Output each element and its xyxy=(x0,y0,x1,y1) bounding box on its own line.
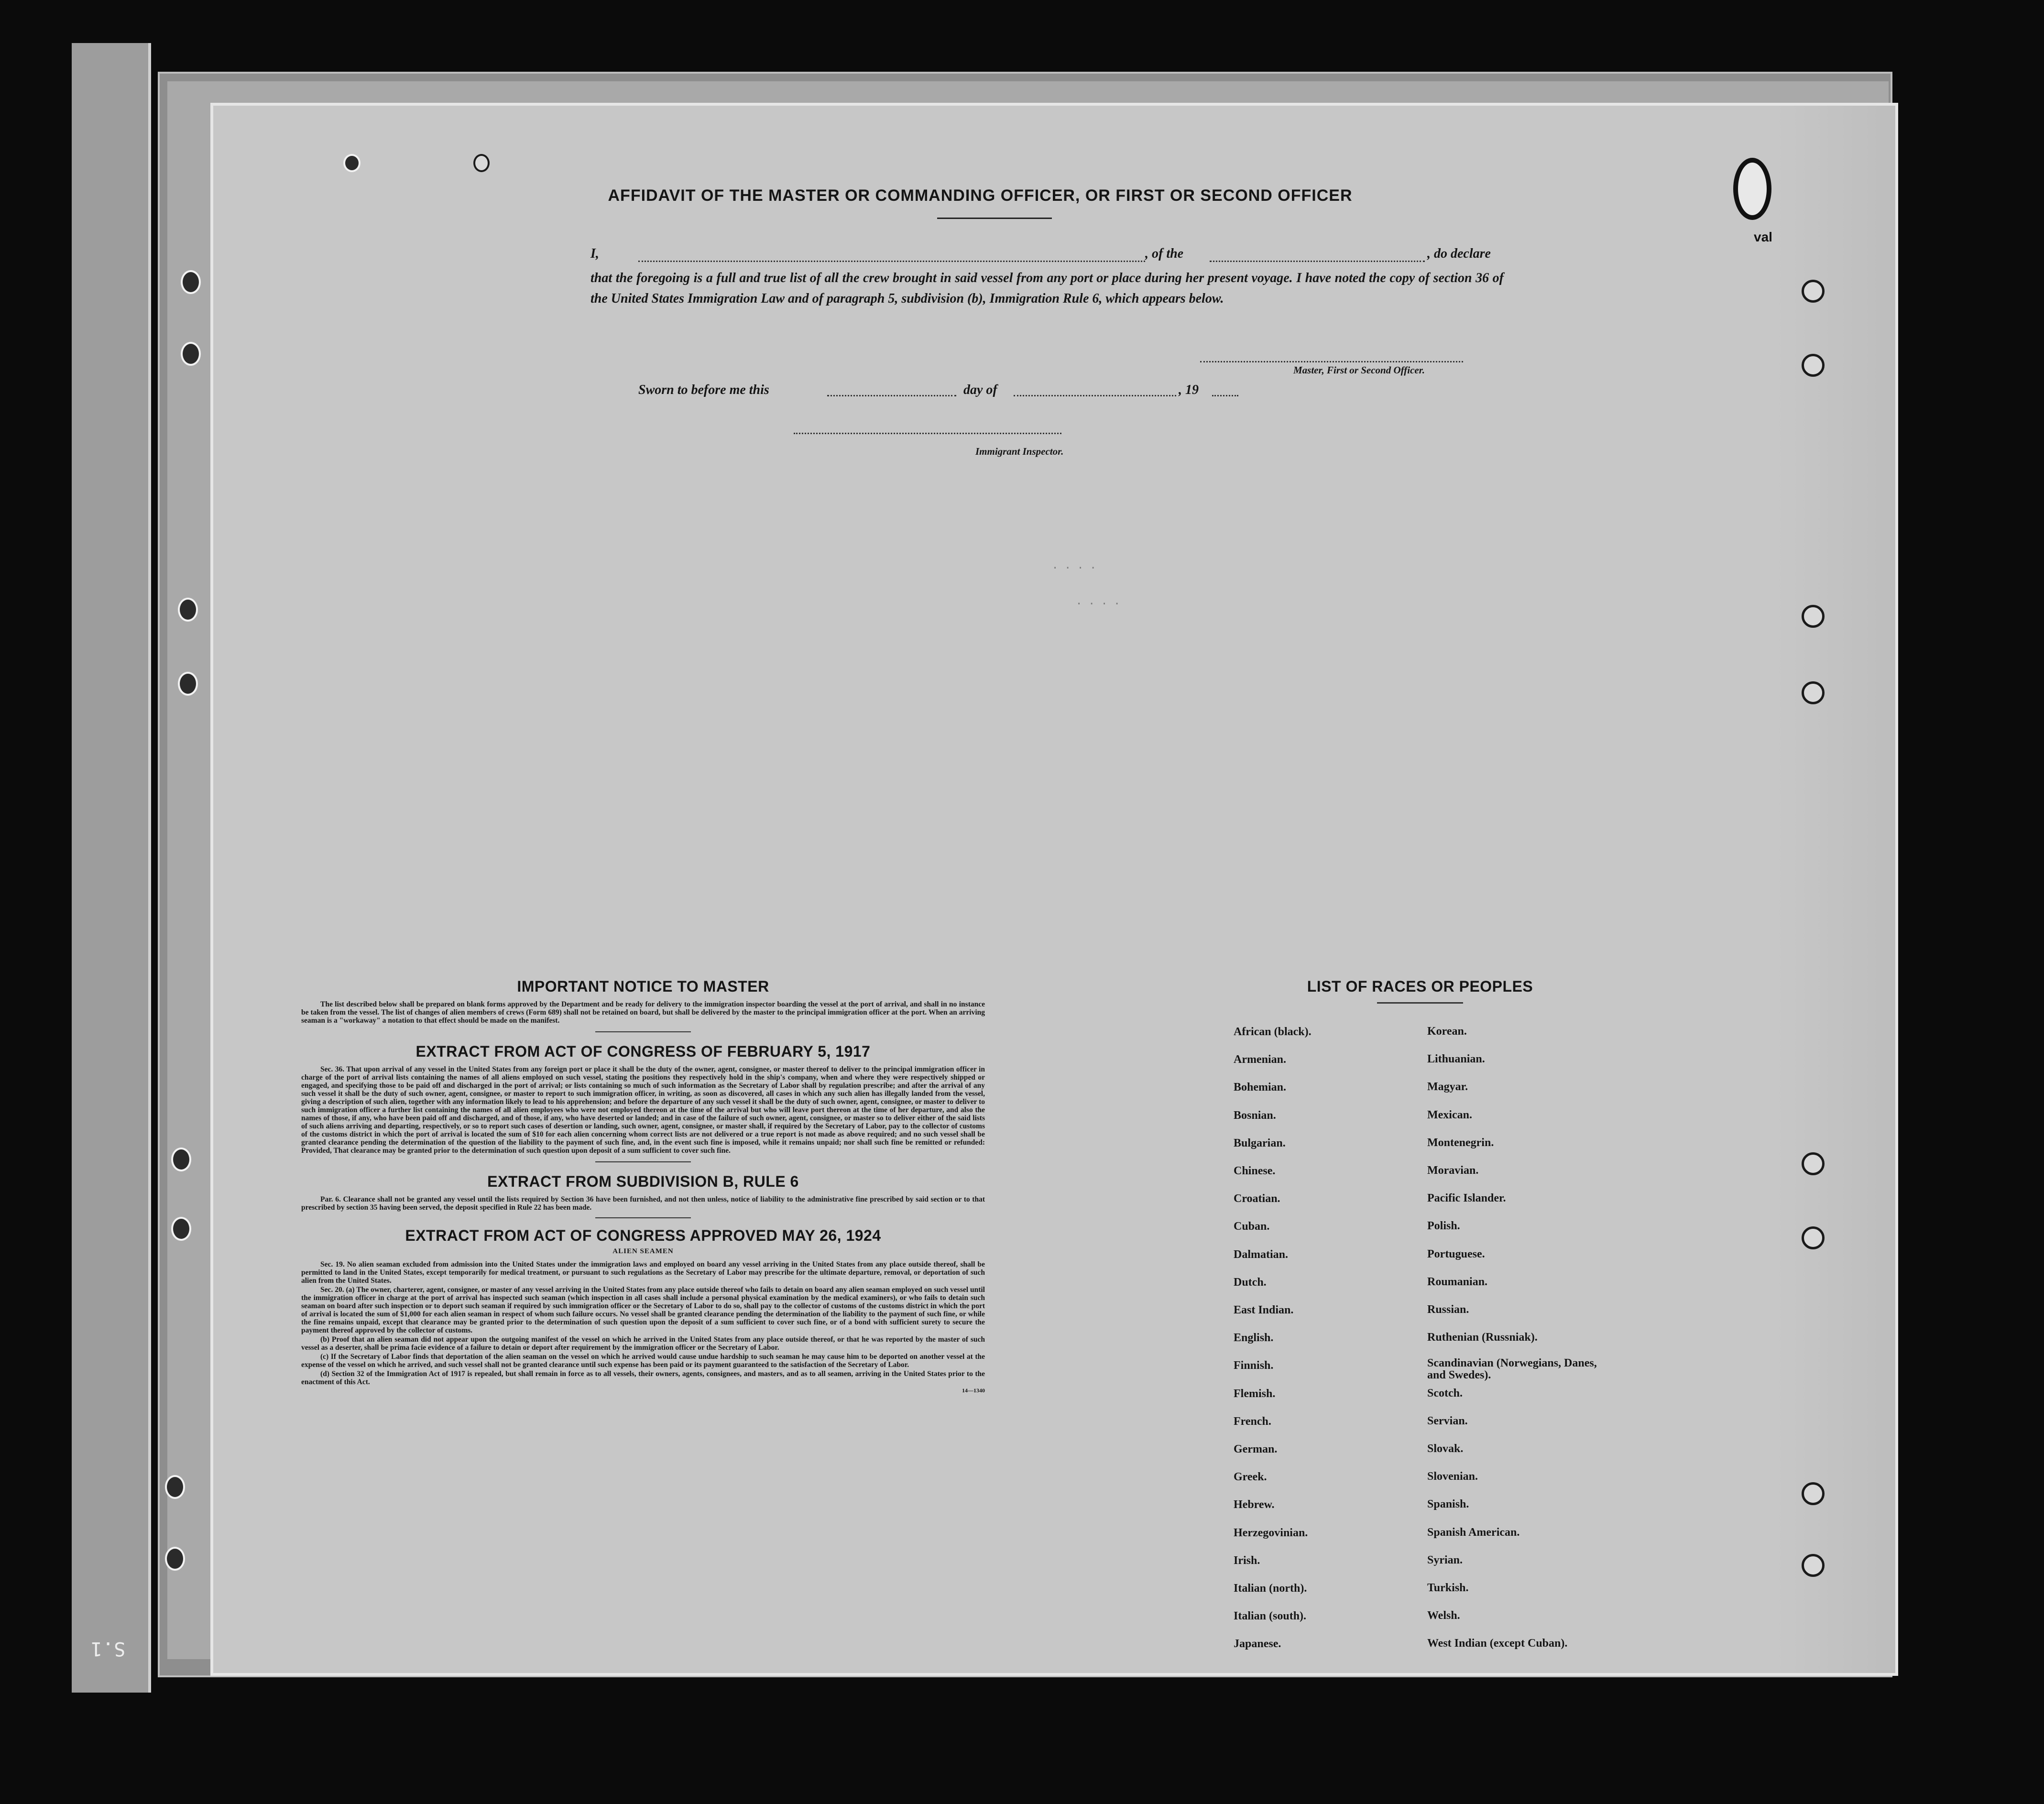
race-name: African (black). xyxy=(1234,1026,1312,1038)
form-sheet xyxy=(210,103,1898,1676)
extract-1924-sec19: Sec. 19. No alien seaman excluded from admission into the United States under the immigration laws and employed on board any vessel arriving in the United States from any place outside thereof, shall be permitted to land in the United States, except temporarily for medical treatment, or pursuant to such regulations as the Secretary of Labor may prescribe for the ultimate departure, removal, or deportation of such alien from the United States. xyxy=(301,1260,985,1285)
name-blank[interactable] xyxy=(638,261,1145,262)
punch-hole-icon xyxy=(165,1547,185,1571)
race-name: Dalmatian. xyxy=(1234,1248,1288,1261)
race-row xyxy=(1234,1332,1626,1359)
race-name: West Indian (except Cuban). xyxy=(1427,1637,1568,1650)
punch-hole-icon xyxy=(178,672,198,696)
race-name: Montenegrin. xyxy=(1427,1137,1494,1149)
race-name: Armenian. xyxy=(1234,1053,1286,1066)
punch-hole-icon xyxy=(171,1217,191,1241)
races-title: LIST OF RACES OR PEOPLES xyxy=(1307,978,1533,995)
punch-hole-icon xyxy=(473,154,490,172)
race-name: Mexican. xyxy=(1427,1109,1472,1121)
race-row xyxy=(1234,1527,1626,1554)
race-name: Chinese. xyxy=(1234,1165,1276,1177)
race-name: Italian (north). xyxy=(1234,1582,1307,1595)
affidavit-body: that the foregoing is a full and true list of all the crew brought in said vessel from any port or place during her present voyage. I have noted the copy of section 36 of the United States Immigration Law and of paragraph 5, subdivision (b), Immigration Rule 6, which appears below. xyxy=(590,271,1504,306)
race-name: Italian (south). xyxy=(1234,1610,1307,1622)
race-row xyxy=(1234,1471,1626,1498)
day-of-label: day of xyxy=(963,383,997,397)
bleed-through: . . . . xyxy=(1076,595,1120,607)
race-name: Roumanian. xyxy=(1427,1276,1488,1288)
extract-1924-sec20b: (b) Proof that an alien seaman did not appear upon the outgoing manifest of the vessel on which he arrived in the United States from any place outside thereof, or that he was reported by the master of such vessel as a deserter, shall be prima facie evidence of a failure to detain or deport after requirement by the immigration officer or the Secretary of Labor. xyxy=(301,1335,985,1352)
race-row xyxy=(1234,1081,1626,1109)
declaration-line xyxy=(590,246,1504,265)
punch-hole-icon xyxy=(1802,1226,1825,1249)
punch-hole-icon xyxy=(1802,681,1825,704)
affidavit-title: AFFIDAVIT OF THE MASTER OR COMMANDING OFFICER, OR FIRST OR SECOND OFFICER xyxy=(608,186,1353,205)
race-row xyxy=(1234,1359,1626,1387)
form-number: 14—1340 xyxy=(962,1387,985,1394)
extract-1917-title: EXTRACT FROM ACT OF CONGRESS OF FEBRUARY 5, 1917 xyxy=(415,1043,871,1060)
punch-hole-icon xyxy=(165,1475,185,1499)
divider xyxy=(595,1031,691,1032)
race-name: English. xyxy=(1234,1332,1274,1344)
race-name: Dutch. xyxy=(1234,1276,1267,1289)
race-row xyxy=(1234,1443,1626,1471)
race-name: Turkish. xyxy=(1427,1582,1469,1594)
race-row xyxy=(1234,1053,1626,1081)
race-name: Bohemian. xyxy=(1234,1081,1287,1093)
punch-hole-icon xyxy=(1802,1482,1825,1505)
race-name: Herzegovinian. xyxy=(1234,1527,1308,1539)
notice-title: IMPORTANT NOTICE TO MASTER xyxy=(517,978,769,995)
race-row xyxy=(1234,1192,1626,1220)
race-name: Cuban. xyxy=(1234,1220,1270,1233)
divider xyxy=(1377,1002,1463,1004)
race-name: Syrian. xyxy=(1427,1554,1463,1566)
race-row xyxy=(1234,1610,1626,1638)
race-row xyxy=(1234,1026,1626,1053)
declare-label: , do declare xyxy=(1427,246,1491,261)
master-label: Master, First or Second Officer. xyxy=(1293,364,1425,376)
race-row xyxy=(1234,1304,1626,1332)
paper-clip-icon xyxy=(1733,158,1771,220)
race-name: Korean. xyxy=(1427,1025,1467,1038)
race-row xyxy=(1234,1220,1626,1248)
punch-hole-icon xyxy=(343,154,361,172)
race-name: Polish. xyxy=(1427,1220,1460,1232)
race-name: Ruthenian (Russniak). xyxy=(1427,1331,1538,1344)
extract-rule6-title: EXTRACT FROM SUBDIVISION B, RULE 6 xyxy=(487,1173,799,1190)
race-name: Irish. xyxy=(1234,1554,1260,1567)
races-list xyxy=(1234,978,1607,1650)
sworn-label: Sworn to before me this xyxy=(638,383,769,397)
i-label: I, xyxy=(590,246,599,261)
race-name: French. xyxy=(1234,1415,1271,1428)
sworn-year-blank[interactable] xyxy=(1212,395,1238,396)
notice-column xyxy=(301,978,985,1394)
race-name: Greek. xyxy=(1234,1471,1267,1483)
bleed-through: . . . . xyxy=(1052,559,1096,571)
race-name: Servian. xyxy=(1427,1415,1468,1427)
inspector-signature-blank[interactable] xyxy=(794,433,1061,434)
of-the-label: , of the xyxy=(1145,246,1184,261)
race-name: Scotch. xyxy=(1427,1387,1463,1399)
race-row xyxy=(1234,1165,1626,1192)
divider xyxy=(595,1161,691,1162)
extract-1924-sec20a: Sec. 20. (a) The owner, charterer, agent, consignee, or master of any vessel arriving in the United States from any place outside thereof who fails to detain on board any alien seaman employed on such vessel until the immigration officer in charge at the port of arrival has inspected such seaman (which inspection in all cases shall include a personal physical examination by the medical examiners), or who fails to detain such seaman on board after such inspection or to deport such seaman if required by such immigration officer or the Secretary of Labor to do so, shall pay to the collector of customs of the customs district in which the port of arrival is located the sum of $1,000 for each alien seaman in respect of whom such failure occurs. No vessel shall be granted clearance pending the determination of the liability to the payment of such fine, or while the fine remains unpaid, except that clearance may be granted prior to the determination of such question upon the deposit of a sum sufficient to cover such fine, or of a bond with sufficient surety to secure the payment thereof approved by the collector of customs. xyxy=(301,1286,985,1334)
race-name: Lithuanian. xyxy=(1427,1053,1485,1065)
race-name: Scandinavian (Norwegians, Danes, and Swedes). xyxy=(1427,1357,1597,1381)
extract-1924-title: EXTRACT FROM ACT OF CONGRESS APPROVED MAY 26, 1924 xyxy=(405,1227,881,1244)
race-name: Flemish. xyxy=(1234,1388,1276,1400)
race-name: Japanese. xyxy=(1234,1638,1281,1650)
race-name: Bulgarian. xyxy=(1234,1137,1286,1149)
race-name: Slovenian. xyxy=(1427,1470,1478,1483)
divider xyxy=(937,218,1052,219)
punch-hole-icon xyxy=(1802,1554,1825,1577)
extract-1924-sec20d: (d) Section 32 of the Immigration Act of 1917 is repealed, but shall remain in force as to all vessels, their owners, agents, consignees, and masters, and as to all seamen, arriving in the United States prior to the enactment of this Act. xyxy=(301,1370,985,1386)
race-name: Magyar. xyxy=(1427,1081,1468,1093)
master-signature-blank[interactable] xyxy=(1200,361,1463,362)
vessel-blank[interactable] xyxy=(1210,261,1425,262)
race-row xyxy=(1234,1109,1626,1137)
race-name: Moravian. xyxy=(1427,1164,1479,1177)
punch-hole-icon xyxy=(178,598,198,622)
race-name: Spanish American. xyxy=(1427,1526,1520,1539)
race-name: Slovak. xyxy=(1427,1443,1464,1455)
left-page-strip xyxy=(72,43,151,1693)
sheet-shadow xyxy=(1776,106,1895,1673)
race-name: Pacific Islander. xyxy=(1427,1192,1506,1204)
punch-hole-icon xyxy=(1802,1152,1825,1175)
race-name: Spanish. xyxy=(1427,1498,1469,1510)
race-row xyxy=(1234,1638,1626,1665)
punch-hole-icon xyxy=(181,342,201,366)
punch-hole-icon xyxy=(1802,605,1825,628)
sworn-day-blank[interactable] xyxy=(827,395,956,396)
race-name: Welsh. xyxy=(1427,1609,1460,1622)
race-name: German. xyxy=(1234,1443,1278,1455)
sworn-month-blank[interactable] xyxy=(1014,395,1176,396)
race-name: East Indian. xyxy=(1234,1304,1294,1316)
race-row xyxy=(1234,1498,1626,1526)
left-edge-mark: S.1 xyxy=(91,1638,126,1660)
race-row xyxy=(1234,1276,1626,1304)
race-name: Russian. xyxy=(1427,1303,1469,1316)
race-row xyxy=(1234,1554,1626,1582)
race-row xyxy=(1234,1388,1626,1415)
race-name: Croatian. xyxy=(1234,1192,1280,1205)
race-name: Bosnian. xyxy=(1234,1109,1276,1122)
extract-1917-text: Sec. 36. That upon arrival of any vessel in the United States from any foreign port or place it shall be the duty of the owner, agent, consignee, or master thereof to deliver to the principal immigration officer in charge of the port of arrival lists containing the names of all aliens employed on such vessel, stating the positions they respectively hold in the ship's company, when and where they were respectively shipped or engaged, and specifying those to be paid off and discharged in the port of arrival; or lists containing so much of such information as the Secretary of Labor shall by regulation prescribe; and after the arrival of any such vessel it shall be the duty of such owner, agent, consignee, or master to report to such immigration officer, in writing, as soon as discovered, all cases in which any such alien has illegally landed from the vessel, giving a description of such alien, together with any information likely to lead to his apprehension; and before the departure of any such vessel it shall be the duty of such owner, agent, consignee, or master to deliver to such immigration officer a further list containing the names of all alien employees who were not employed thereon at the time of the arrival but who will leave port thereon at the time of her departure, and also the names of those, if any, who have been paid off and discharged, and of those, if any, who have deserted or landed; and in case of the failure of such owner, agent, consignee, or master so to deliver either of the said lists of such aliens arriving and departing, respectively, or so to report such cases of desertion or landing, such owner, agent, consignee, or master shall, if required by the Secretary of Labor, pay to the collector of customs of the customs district in which the port of arrival is located the sum of $10 for each alien concerning whom correct lists are not delivered or a true report is not made as above required; and no such vessel shall be granted clearance pending the determination of the question of the liability to the payment of such fine, and, in the event such fine is imposed, while it remains unpaid; nor shall such fine be remitted or refunded: Provided, That clearance may be granted prior to the determination of such question upon deposit of a sum sufficient to cover such fine. xyxy=(301,1065,985,1155)
notice-text: The list described below shall be prepared on blank forms approved by the Department and be ready for delivery to the immigration inspector boarding the vessel at the port of arrival, and shall in no instance be taken from the vessel. The list of changes of alien members of crews (Form 689) shall not be retained on board, but shall be delivered by the master to the principal immigration officer at the port. When an arriving seaman is a "workaway" a notation to that effect should be made on the manifest. xyxy=(301,1000,985,1025)
race-name: Hebrew. xyxy=(1234,1498,1275,1511)
divider xyxy=(595,1217,691,1218)
punch-hole-icon xyxy=(1802,354,1825,377)
punch-hole-icon xyxy=(171,1148,191,1171)
race-row xyxy=(1234,1582,1626,1610)
punch-hole-icon xyxy=(1802,280,1825,303)
right-edge-mark: val xyxy=(1754,230,1772,244)
year-label: , 19 xyxy=(1179,383,1199,397)
race-name: Finnish. xyxy=(1234,1359,1274,1372)
race-row xyxy=(1234,1248,1626,1276)
extract-1924-subtitle: ALIEN SEAMEN xyxy=(612,1247,674,1255)
race-name: Portuguese. xyxy=(1427,1248,1485,1260)
inspector-label: Immigrant Inspector. xyxy=(975,446,1064,457)
extract-rule6-text: Par. 6. Clearance shall not be granted any vessel until the lists required by Section 36 have been furnished, and not then unless, notice of liability to the administrative fine prescribed by said section or to that prescribed by section 35 having been served, the deposit specified in Rule 22 has been made. xyxy=(301,1195,985,1212)
race-row xyxy=(1234,1415,1626,1443)
extract-1924-sec20c: (c) If the Secretary of Labor finds that deportation of the alien seaman on the vessel on which he arrived would cause undue hardship to such seaman he may cause him to be deported on another vessel at the expense of the vessel on which he arrived, and such vessel shall not be granted clearance until such expense has been paid or its payment guaranteed to the satisfaction of the Secretary of Labor. xyxy=(301,1353,985,1369)
race-row xyxy=(1234,1137,1626,1165)
punch-hole-icon xyxy=(181,270,201,294)
